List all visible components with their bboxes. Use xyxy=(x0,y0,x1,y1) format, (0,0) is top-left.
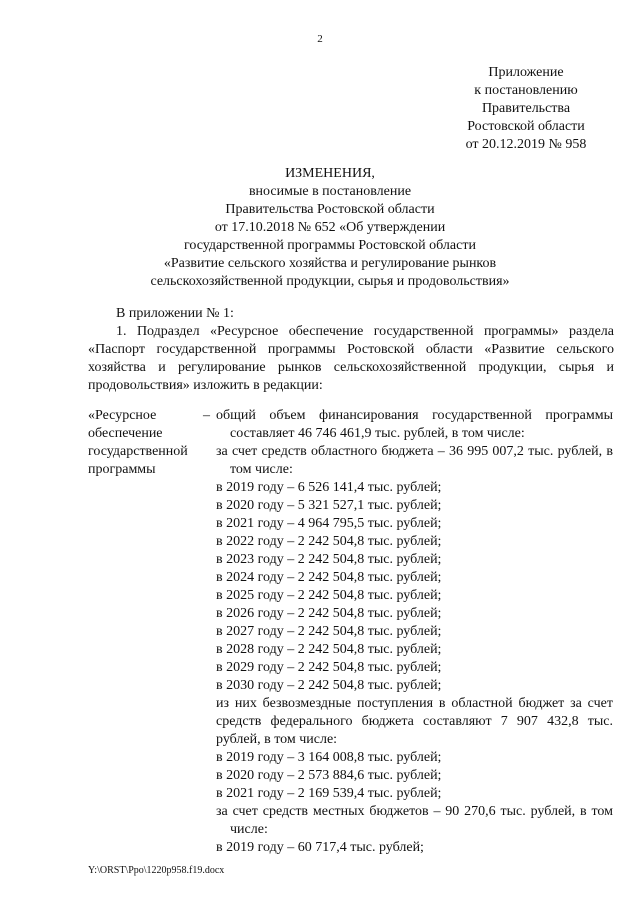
resource-dash: – xyxy=(203,408,210,423)
regional-year-item: в 2028 году – 2 242 504,8 тыс. рублей; xyxy=(216,642,442,657)
local-budgets: за счет средств местных бюджетов – 90 270,6 тыс. рублей, в том числе: xyxy=(216,804,613,837)
title-line: сельскохозяйственной продукции, сырья и продовольствия» xyxy=(150,274,510,289)
document-title xyxy=(140,165,520,291)
federal-year-item: в 2019 году – 3 164 008,8 тыс. рублей; xyxy=(216,750,442,765)
title-line: от 17.10.2018 № 652 «Об утверждении xyxy=(214,220,446,235)
file-path-footer: Y:\ORST\Ppo\1220p958.f19.docx xyxy=(88,865,225,876)
regional-year-item: в 2029 году – 2 242 504,8 тыс. рублей; xyxy=(216,660,442,675)
title-line: вносимые в постановление xyxy=(248,184,412,199)
intro-section xyxy=(88,305,614,395)
federal-year-item: в 2021 году – 2 169 539,4 тыс. рублей; xyxy=(216,786,442,801)
regional-year-item: в 2030 году – 2 242 504,8 тыс. рублей; xyxy=(216,678,442,693)
regional-year-item: в 2027 году – 2 242 504,8 тыс. рублей; xyxy=(216,624,442,639)
approval-line: к постановлению xyxy=(474,83,578,98)
federal-transfers: из них безвозмездные поступления в областной бюджет за счет средств федерального бюджета составляют 7 907 432,8 тыс. рублей, в том числе: xyxy=(216,696,613,747)
federal-year-item: в 2020 году – 2 573 884,6 тыс. рублей; xyxy=(216,768,442,783)
regional-year-item: в 2023 году – 2 242 504,8 тыс. рублей; xyxy=(216,552,442,567)
total-funding: общий объем финансирования государственной программы составляет 46 746 461,9 тыс. рублей, в том числе: xyxy=(216,408,613,441)
approval-block xyxy=(450,64,602,154)
approval-line: от 20.12.2019 № 958 xyxy=(465,137,587,152)
annex-reference: В приложении № 1: xyxy=(116,306,234,321)
title-line: «Развитие сельского хозяйства и регулирование рынков xyxy=(163,256,497,271)
title-line: Правительства Ростовской области xyxy=(225,202,435,217)
regional-year-item: в 2020 году – 5 321 527,1 тыс. рублей; xyxy=(216,498,442,513)
resource-body xyxy=(216,407,613,857)
page-number: 2 xyxy=(317,33,323,45)
local-year-item: в 2019 году – 60 717,4 тыс. рублей; xyxy=(216,840,424,855)
regional-year-item: в 2019 году – 6 526 141,4 тыс. рублей; xyxy=(216,480,442,495)
title-line: государственной программы Ростовской области xyxy=(184,238,476,253)
regional-year-item: в 2025 году – 2 242 504,8 тыс. рублей; xyxy=(216,588,442,603)
regional-year-item: в 2021 году – 4 964 795,5 тыс. рублей; xyxy=(216,516,442,531)
regional-year-item: в 2026 году – 2 242 504,8 тыс. рублей; xyxy=(216,606,442,621)
approval-line: Ростовской области xyxy=(467,119,585,134)
resource-label: «Ресурсное обеспечение государственной программы xyxy=(88,408,188,477)
title-heading: ИЗМЕНЕНИЯ, xyxy=(285,166,375,181)
regional-year-item: в 2024 году – 2 242 504,8 тыс. рублей; xyxy=(216,570,442,585)
regional-year-item: в 2022 году – 2 242 504,8 тыс. рублей; xyxy=(216,534,442,549)
regional-budget: за счет средств областного бюджета – 36 995 007,2 тыс. рублей, в том числе: xyxy=(216,444,613,477)
approval-line: Правительства xyxy=(481,101,571,116)
approval-line: Приложение xyxy=(488,65,564,80)
item-1-paragraph: 1. Подраздел «Ресурсное обеспечение государственной программы» раздела «Паспорт государственной программы Ростовской области «Развитие сельского хозяйства и регулирование рынков сельскохозяйственной продукции, сырья и продовольствия» изложить в редакции: xyxy=(88,324,614,393)
